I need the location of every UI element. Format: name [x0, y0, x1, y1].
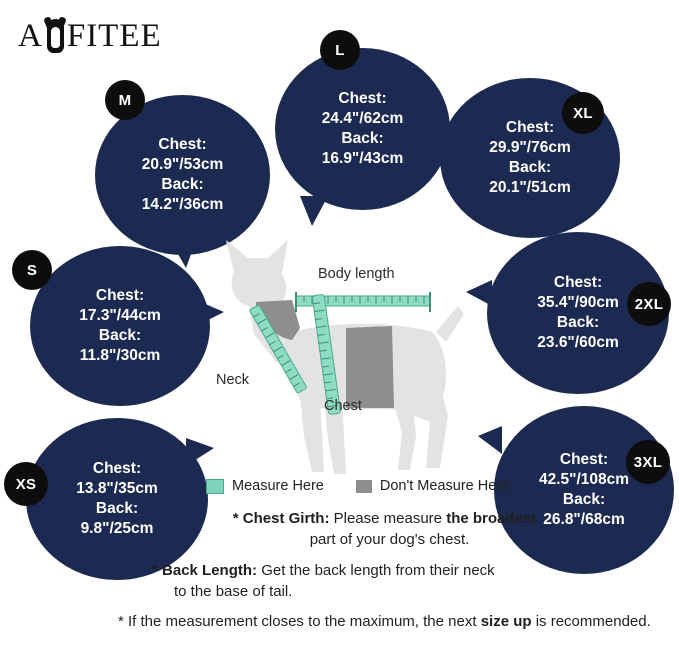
- size-bubble-s: [30, 246, 210, 406]
- size-l-chest-label: Chest:: [338, 89, 387, 107]
- size-m-back-label: Back:: [161, 176, 204, 193]
- size-badge-xs: XS: [4, 462, 48, 506]
- size-xs-chest-label: Chest:: [92, 459, 142, 477]
- neck-label: Neck: [216, 372, 250, 388]
- dog-head-icon: [44, 19, 66, 53]
- note-chest-text-b: the broadest: [446, 510, 537, 527]
- size-s-chest-label: Chest:: [95, 286, 145, 304]
- note-chest-text-a: Please measure: [333, 510, 443, 527]
- note-chest-star: *: [232, 510, 239, 527]
- size-l-chest-value: 24.4"/62cm: [321, 109, 404, 127]
- size-badge-l: L: [320, 30, 360, 70]
- dont-measure-swatch-icon: [356, 480, 372, 493]
- legend: [206, 478, 509, 494]
- body-length-label: Body length: [318, 266, 395, 282]
- note-back-star: *: [152, 561, 158, 579]
- note-back-text-b: to the base of tail.: [174, 582, 293, 600]
- chest-label: Chest: [324, 398, 362, 414]
- size-s-back-label: Back:: [98, 327, 142, 344]
- size-xl-chest-value: 29.9"/76cm: [489, 138, 571, 156]
- brand-logo: [18, 14, 162, 58]
- size-badge-3xl: 3XL: [626, 440, 670, 484]
- measurement-notes: [112, 508, 657, 641]
- note-chest-title: Chest Girth:: [242, 510, 330, 527]
- note-max-star: *: [118, 613, 124, 631]
- note-size-up: [112, 611, 657, 632]
- measure-here-swatch-icon: [206, 479, 224, 494]
- size-xs-back-label: Back:: [95, 500, 139, 517]
- size-m-back-value: 14.2"/36cm: [141, 196, 224, 214]
- note-back-text-a: Get the back length from their neck: [261, 561, 495, 579]
- note-chest-text-c: part of your dog's chest.: [309, 531, 470, 549]
- legend-measure-label: Measure Here: [232, 478, 324, 494]
- note-max-text-a: If the measurement closes to the maximum, the next: [128, 613, 477, 631]
- brand-name-left: A: [18, 17, 43, 54]
- size-3xl-back-value: 26.8"/68cm: [543, 511, 625, 529]
- size-2xl-chest-label: Chest:: [553, 273, 603, 291]
- size-badge-xl: XL: [562, 92, 604, 134]
- size-2xl-back-label: Back:: [556, 314, 600, 331]
- size-3xl-back-label: Back:: [562, 491, 606, 508]
- size-xs-back-value: 9.8"/25cm: [80, 520, 154, 538]
- note-max-text-b: size up: [480, 613, 532, 631]
- size-xl-chest-label: Chest:: [505, 118, 555, 136]
- legend-dont-measure-label: Don't Measure Here: [379, 478, 510, 494]
- note-back-title: Back Length:: [162, 561, 258, 579]
- size-3xl-chest-label: Chest:: [559, 450, 609, 468]
- size-badge-s: S: [12, 250, 52, 290]
- dog-measure-diagram: [196, 236, 486, 506]
- size-xl-back-value: 20.1"/51cm: [489, 179, 571, 197]
- note-chest-girth: [112, 508, 657, 551]
- size-xl-back-label: Back:: [508, 159, 552, 176]
- size-bubble-l: [275, 48, 450, 210]
- size-badge-m: M: [105, 80, 145, 120]
- size-badge-2xl: 2XL: [627, 282, 671, 326]
- size-l-back-label: Back:: [341, 130, 384, 147]
- size-2xl-back-value: 23.6"/60cm: [537, 334, 619, 352]
- size-s-back-value: 11.8"/30cm: [79, 347, 161, 365]
- size-3xl-chest-value: 42.5"/108cm: [538, 470, 630, 488]
- size-s-chest-value: 17.3"/44cm: [79, 306, 161, 324]
- size-xs-chest-value: 13.8"/35cm: [76, 479, 158, 497]
- size-m-chest-value: 20.9"/53cm: [141, 155, 224, 173]
- size-2xl-chest-value: 35.4"/90cm: [537, 293, 619, 311]
- size-l-back-value: 16.9"/43cm: [321, 150, 404, 168]
- brand-name-right: FITEE: [66, 17, 162, 54]
- size-bubble-l-tail: [300, 196, 328, 226]
- size-m-chest-label: Chest:: [158, 135, 207, 153]
- note-max-text-c: is recommended.: [535, 613, 651, 631]
- note-back-length: [112, 560, 657, 603]
